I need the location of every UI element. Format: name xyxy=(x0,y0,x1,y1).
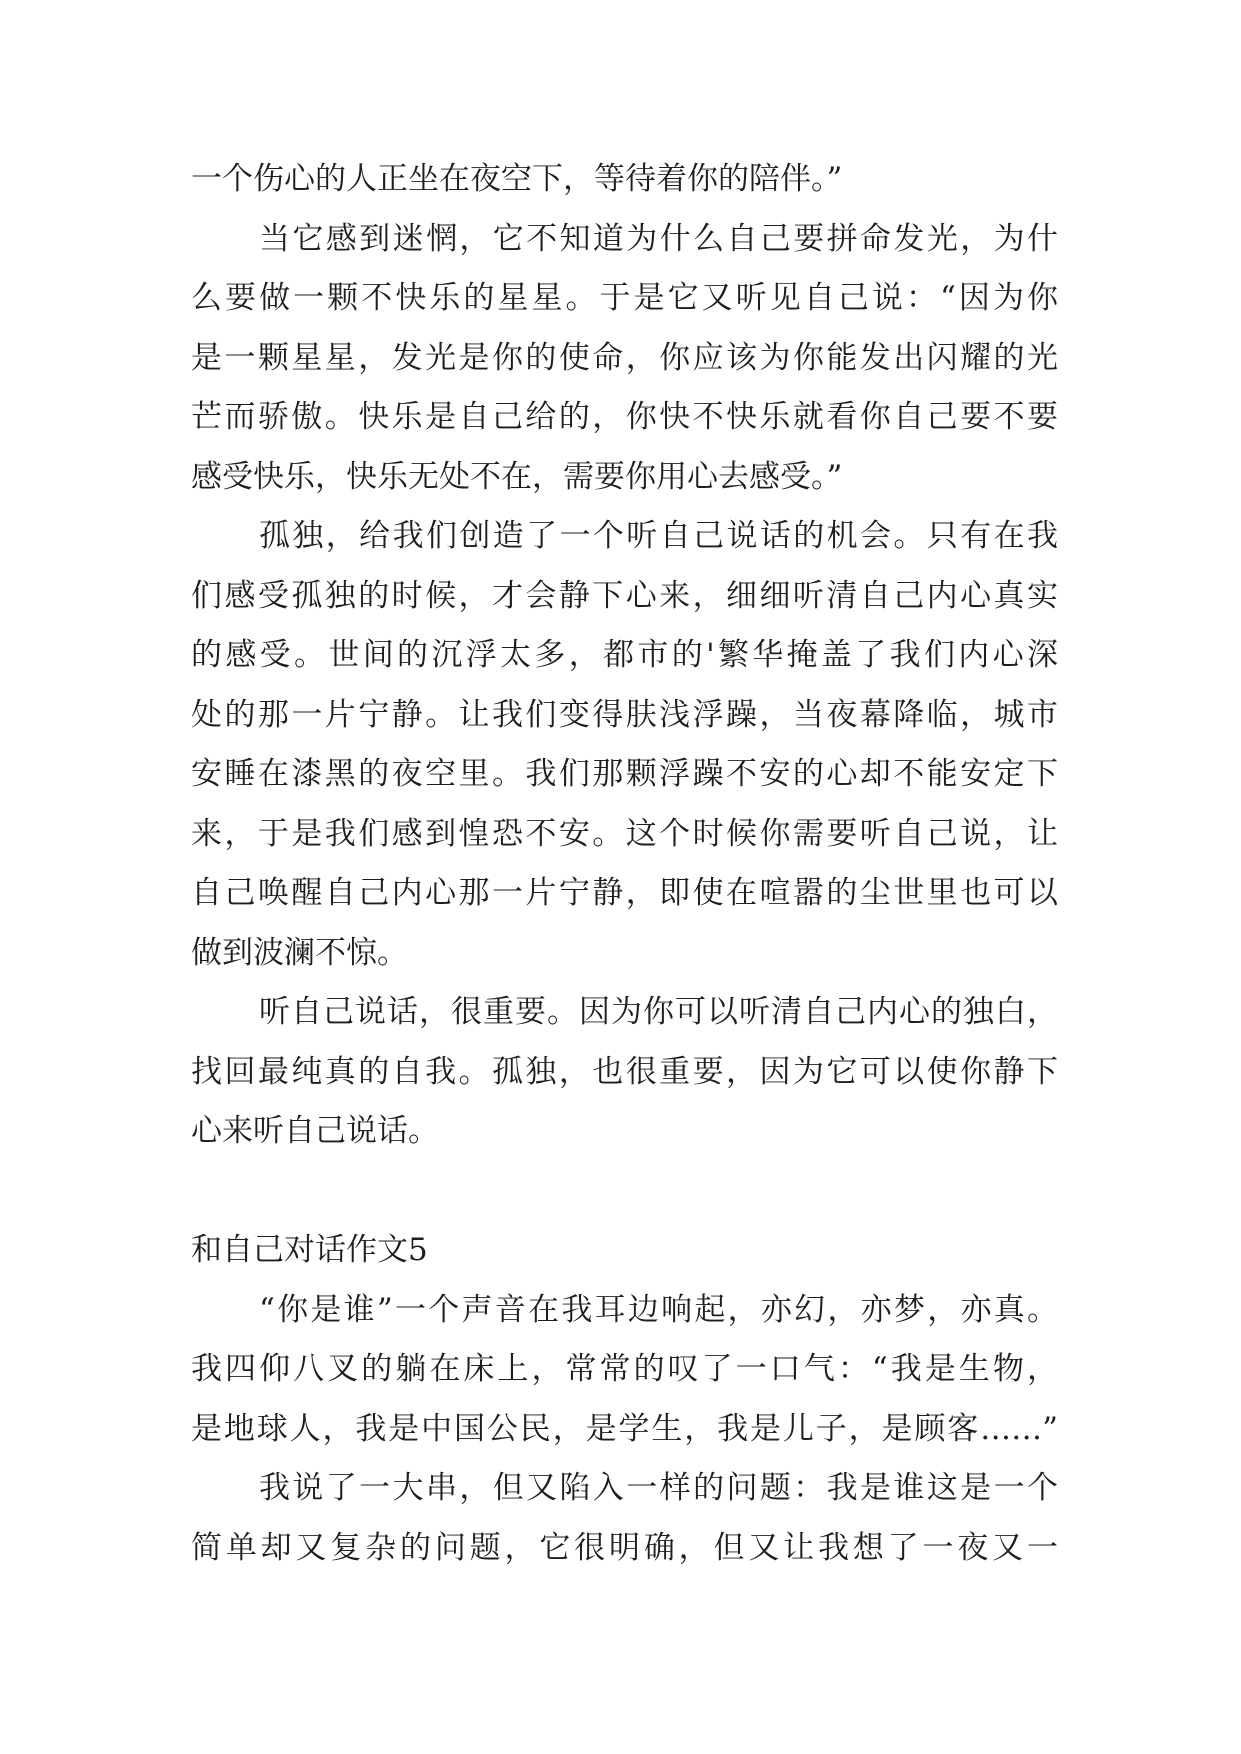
text-line: 么要做一颗不快乐的星星。于是它又听见自己说：“因为你 xyxy=(191,280,1058,316)
paragraph xyxy=(191,983,1058,1162)
text-line: 当它感到迷惘，它不知道为什么自己要拼命发光，为什 xyxy=(259,220,1058,257)
text-line: 安睡在漆黑的夜空里。我们那颗浮躁不安的心却不能安定下 xyxy=(191,756,1058,792)
section-heading: 和自己对话作文5 xyxy=(191,1232,428,1268)
paragraph xyxy=(191,210,1058,508)
text-line: 简单却又复杂的问题，它很明确，但又让我想了一夜又一 xyxy=(191,1529,1058,1566)
section-gap xyxy=(191,1162,1058,1222)
text-line: 听自己说话，很重要。因为你可以听清自己内心的独白， xyxy=(259,994,1058,1030)
text-line: 一个伤心的人正坐在夜空下，等待着你的陪伴。” xyxy=(191,161,843,197)
text-line: 孤独，给我们创造了一个听自己说话的机会。只有在我 xyxy=(259,518,1058,554)
text-line: 感受快乐，快乐无处不在，需要你用心去感受。” xyxy=(191,458,843,495)
text-line: 是地球人，我是中国公民，是学生，我是儿子，是顾客……” xyxy=(191,1410,1058,1447)
text-line: 找回最纯真的自我。孤独，也很重要，因为它可以使你静下 xyxy=(191,1053,1058,1090)
paragraph xyxy=(191,1459,1058,1578)
text-line: 们感受孤独的时候，才会静下心来，细细听清自己内心真实 xyxy=(191,577,1058,614)
text-line: 我四仰八叉的躺在床上，常常的叹了一口气：“我是生物， xyxy=(191,1351,1058,1387)
text-line: 来，于是我们感到惶恐不安。这个时候你需要听自己说，让 xyxy=(191,815,1058,852)
paragraph xyxy=(191,507,1058,983)
paragraph xyxy=(191,1281,1058,1460)
text-line: 自己唤醒自己内心那一片宁静，即使在喧嚣的尘世里也可以 xyxy=(191,875,1058,911)
text-line: “你是谁”一个声音在我耳边响起，亦幻，亦梦，亦真。 xyxy=(259,1291,1058,1328)
document-body xyxy=(191,150,1058,1578)
text-line: 芒而骄傲。快乐是自己给的，你快不快乐就看你自己要不要 xyxy=(191,399,1058,435)
text-line: 我说了一大串，但又陷入一样的问题：我是谁这是一个 xyxy=(259,1470,1058,1506)
text-line: 的感受。世间的沉浮太多，都市的'繁华掩盖了我们内心深 xyxy=(191,637,1058,673)
paragraph xyxy=(191,150,1058,210)
text-line: 处的那一片宁静。让我们变得肤浅浮躁，当夜幕降临，城市 xyxy=(191,696,1058,733)
text-line: 做到波澜不惊。 xyxy=(191,934,408,971)
text-line: 心来听自己说话。 xyxy=(191,1113,439,1149)
text-line: 是一颗星星，发光是你的使命，你应该为你能发出闪耀的光 xyxy=(191,339,1058,376)
